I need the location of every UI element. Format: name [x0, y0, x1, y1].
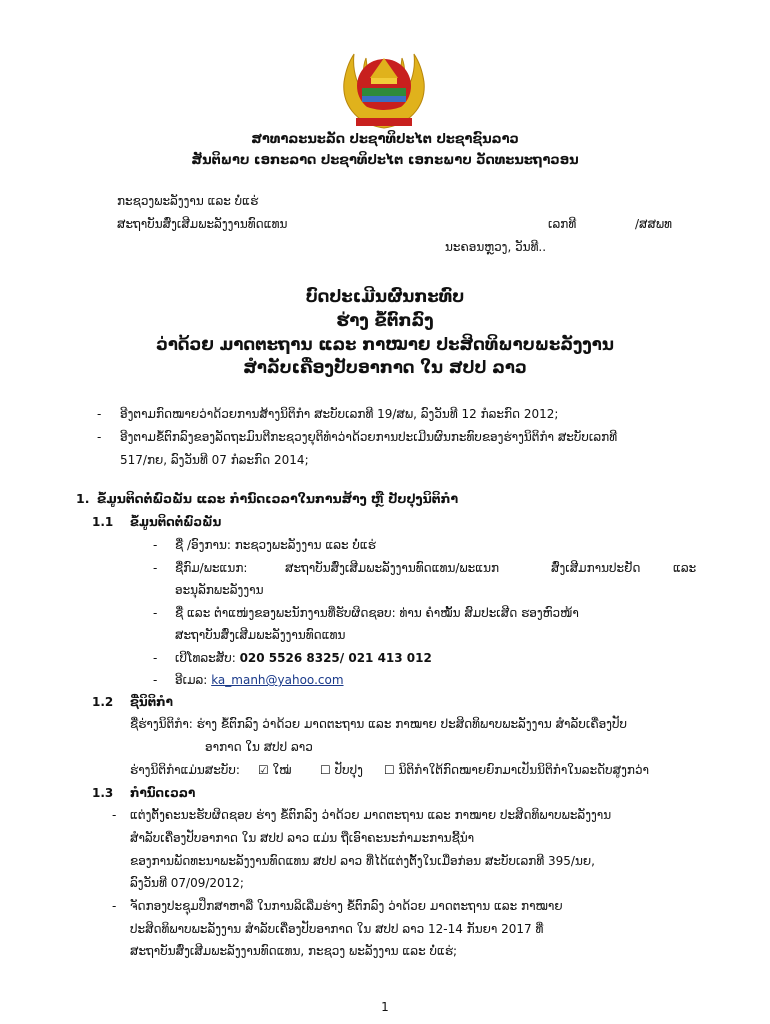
subsection-heading: ຂໍ້ມູນຕິດຕໍ່ພົວພັນ [130, 515, 222, 529]
subsection-heading: ກຳນົດເວລາ [130, 786, 196, 800]
page-number: 1 [381, 1000, 389, 1014]
list-dash: - [153, 606, 158, 620]
place-date: ນະຄອນຫຼວງ, ວັນທີ.. [445, 240, 547, 254]
list-dash: - [153, 538, 158, 552]
phone-number: 020 5526 8325/ 021 413 012 [239, 651, 432, 665]
type-new-checkbox[interactable]: ☑ ໃໝ່ [258, 763, 292, 777]
doc-number-suffix: /ສສພທ [635, 217, 673, 231]
department-name: ສະຖາບັນສົ່ງເສີມພະລັງງານທົດແທນ [117, 217, 288, 231]
contact-person: ຊື່ ແລະ ຕຳແໜ່ງຂອງພະນັກງານທີ່ຮັບຜິດຊອບ: ທ່ານ ຄຳໝັ້ນ ສົມປະເສີດ ຮອງຫົວໜ້າ [175, 606, 579, 620]
subsection-heading: ຊື່ນິຕິກຳ [130, 695, 173, 709]
draft-name: ຊື່ຮ່າງນິຕິກຳ: ຮ່າງ ຂໍ້ຕົກລົງ ວ່າດ້ວຍ ມາດຕະຖານ ແລະ ກາໝາຍ ປະສິດທິພາບພະລັງງານ ສຳລັບເຄື່ອງປັບ [130, 717, 627, 731]
list-dash: - [153, 673, 158, 687]
list-dash: - [112, 808, 117, 822]
section-number: 1. [76, 491, 90, 506]
section-heading: ຂໍ້ມູນຕິດຕໍ່ພົວພັນ ແລະ ກຳນົດເວລາໃນການສ້າງ ຫຼື ປັບປຸງນິຕິກຳ [97, 491, 459, 506]
ministry-name: ກະຊວງພະລັງງານ ແລະ ບໍ່ແຮ່ [117, 194, 259, 208]
timeline-item-line: ປະສິດທິພາບພະລັງງານ ສຳລັບເຄື່ອງປັບອາກາດ ໃນ ສປປ ລາວ 12-14 ກັນຍາ 2017 ທີ່ [130, 922, 544, 936]
reference-text: ອີງຕາມກົດໝາຍວ່າດ້ວຍການສ້າງນິຕິກຳ ສະບັບເລກທີ 19/ສພ, ລົງວັນທີ 12 ກໍລະກົດ 2012; [120, 407, 559, 421]
phone-label: ເບີໂທລະສັບ: [175, 651, 236, 665]
subsection-number: 1.1 [92, 515, 114, 529]
document-title-3: ວ່າດ້ວຍ ມາດຕະຖານ ແລະ ກາໝາຍ ປະສິດທິພາບພະລັງງານ [156, 335, 614, 354]
timeline-item-line: ແຕ່ງຕັ້ງຄະນະຮັບຜິດຊອບ ຮ່າງ ຂໍ້ຕົກລົງ ວ່າດ້ວຍ ມາດຕະຖານ ແລະ ກາໝາຍ ປະສິດທິພາບພະລັງງານ [130, 808, 612, 822]
type-revise-checkbox[interactable]: ☐ ປັບປຸງ [320, 763, 363, 777]
timeline-item-line: ຂອງການພັດທະນາພະລັງງານທົດແທນ ສປປ ລາວ ທີ່ໄດ້ແຕ່ງຕັ້ງໃນເມື່ອກ່ອນ ສະບັບເລກທີ 395/ນຍ, [130, 854, 595, 868]
draft-type-label: ຮ່າງນິຕິກຳແມ່ນສະບັບ: [130, 763, 240, 777]
subsection-number: 1.2 [92, 695, 114, 709]
reference-dash: - [97, 430, 102, 444]
timeline-item-line: ລົງວັນທີ 07/09/2012; [130, 876, 244, 890]
type-upgrade-checkbox[interactable]: ☐ ນິຕິກຳໃຕ້ກົດໝາຍຍົກມາເປັນນິຕິກຳໃນລະດັບສູງກວ່າ [384, 763, 650, 777]
document-title-4: ສຳລັບເຄື່ອງປັບອາກາດ ໃນ ສປປ ລາວ [243, 358, 527, 377]
list-dash: - [153, 561, 158, 575]
contact-person-cont: ສະຖາບັນສົ່ງເສີມພະລັງງານທົດແທນ [175, 628, 346, 642]
contact-department-value-2: ສົ່ງເສີມການປະຢັດ [551, 561, 641, 575]
document-title-1: ບົດປະເມີນຜົນກະທົບ [305, 287, 465, 306]
timeline-item-line: ຈັດກອງປະຊຸມປຶກສາຫາລື ໃນການລິເລີ່ມຮ່າງ ຂໍ້ຕົກລົງ ວ່າດ້ວຍ ມາດຕະຖານ ແລະ ກາໝາຍ [130, 899, 563, 913]
subsection-number: 1.3 [92, 786, 114, 800]
timeline-item-line: ສຳລັບເຄື່ອງປັບອາກາດ ໃນ ສປປ ລາວ ແມ່ນ ຖືເອົາຄະນະກຳມະການຊີ້ນຳ [130, 831, 475, 845]
contact-department-cont: ອະນຸລັກພະລັງງານ [175, 583, 264, 597]
contact-department-label: ຊື່ກົມ/ພະແນກ: [175, 561, 248, 575]
email-link[interactable]: ka_manh@yahoo.com [211, 673, 344, 687]
timeline-item-line: ສະຖາບັນສົ່ງເສີມພະລັງງານທົດແທນ, ກະຊວງ ພະລັງງານ ແລະ ບໍ່ແຮ່; [130, 944, 458, 958]
contact-department-value-3: ແລະ [673, 561, 697, 575]
draft-name-cont: ອາກາດ ໃນ ສປປ ລາວ [205, 740, 313, 754]
reference-text: ອີງຕາມຂໍ້ຕົກລົງຂອງລັດຖະມົນຕີກະຊວງຍຸຕິທຳວ່າດ້ວຍການປະເມີນຜົນກະທົບຂອງຮ່າງນິຕິກຳ ສະບັບເລກທີ [120, 430, 618, 444]
reference-text-cont: 517/ກຍ, ລົງວັນທີ 07 ກໍລະກົດ 2014; [120, 453, 309, 467]
document-title-2: ຮ່າງ ຂໍ້ຕົກລົງ [336, 311, 434, 330]
contact-organization: ຊື່ /ອົງການ: ກະຊວງພະລັງງານ ແລະ ບໍ່ແຮ່ [175, 538, 376, 552]
email-label: ອີເມລ: [175, 673, 208, 687]
doc-number-label: ເລກທີ [548, 217, 577, 231]
contact-department-value: ສະຖາບັນສົ່ງເສີມພະລັງງານທົດແທນ/ພະແນກ [285, 561, 500, 575]
list-dash: - [112, 899, 117, 913]
state-emblem-icon [340, 44, 428, 130]
list-dash: - [153, 651, 158, 665]
republic-name: ສາທາລະນະລັດ ປະຊາທິປະໄຕ ປະຊາຊົນລາວ [251, 132, 519, 147]
national-motto: ສັນຕິພາບ ເອກະລາດ ປະຊາທິປະໄຕ ເອກະພາບ ວັດທະນະຖາວອນ [191, 153, 579, 168]
reference-dash: - [97, 407, 102, 421]
